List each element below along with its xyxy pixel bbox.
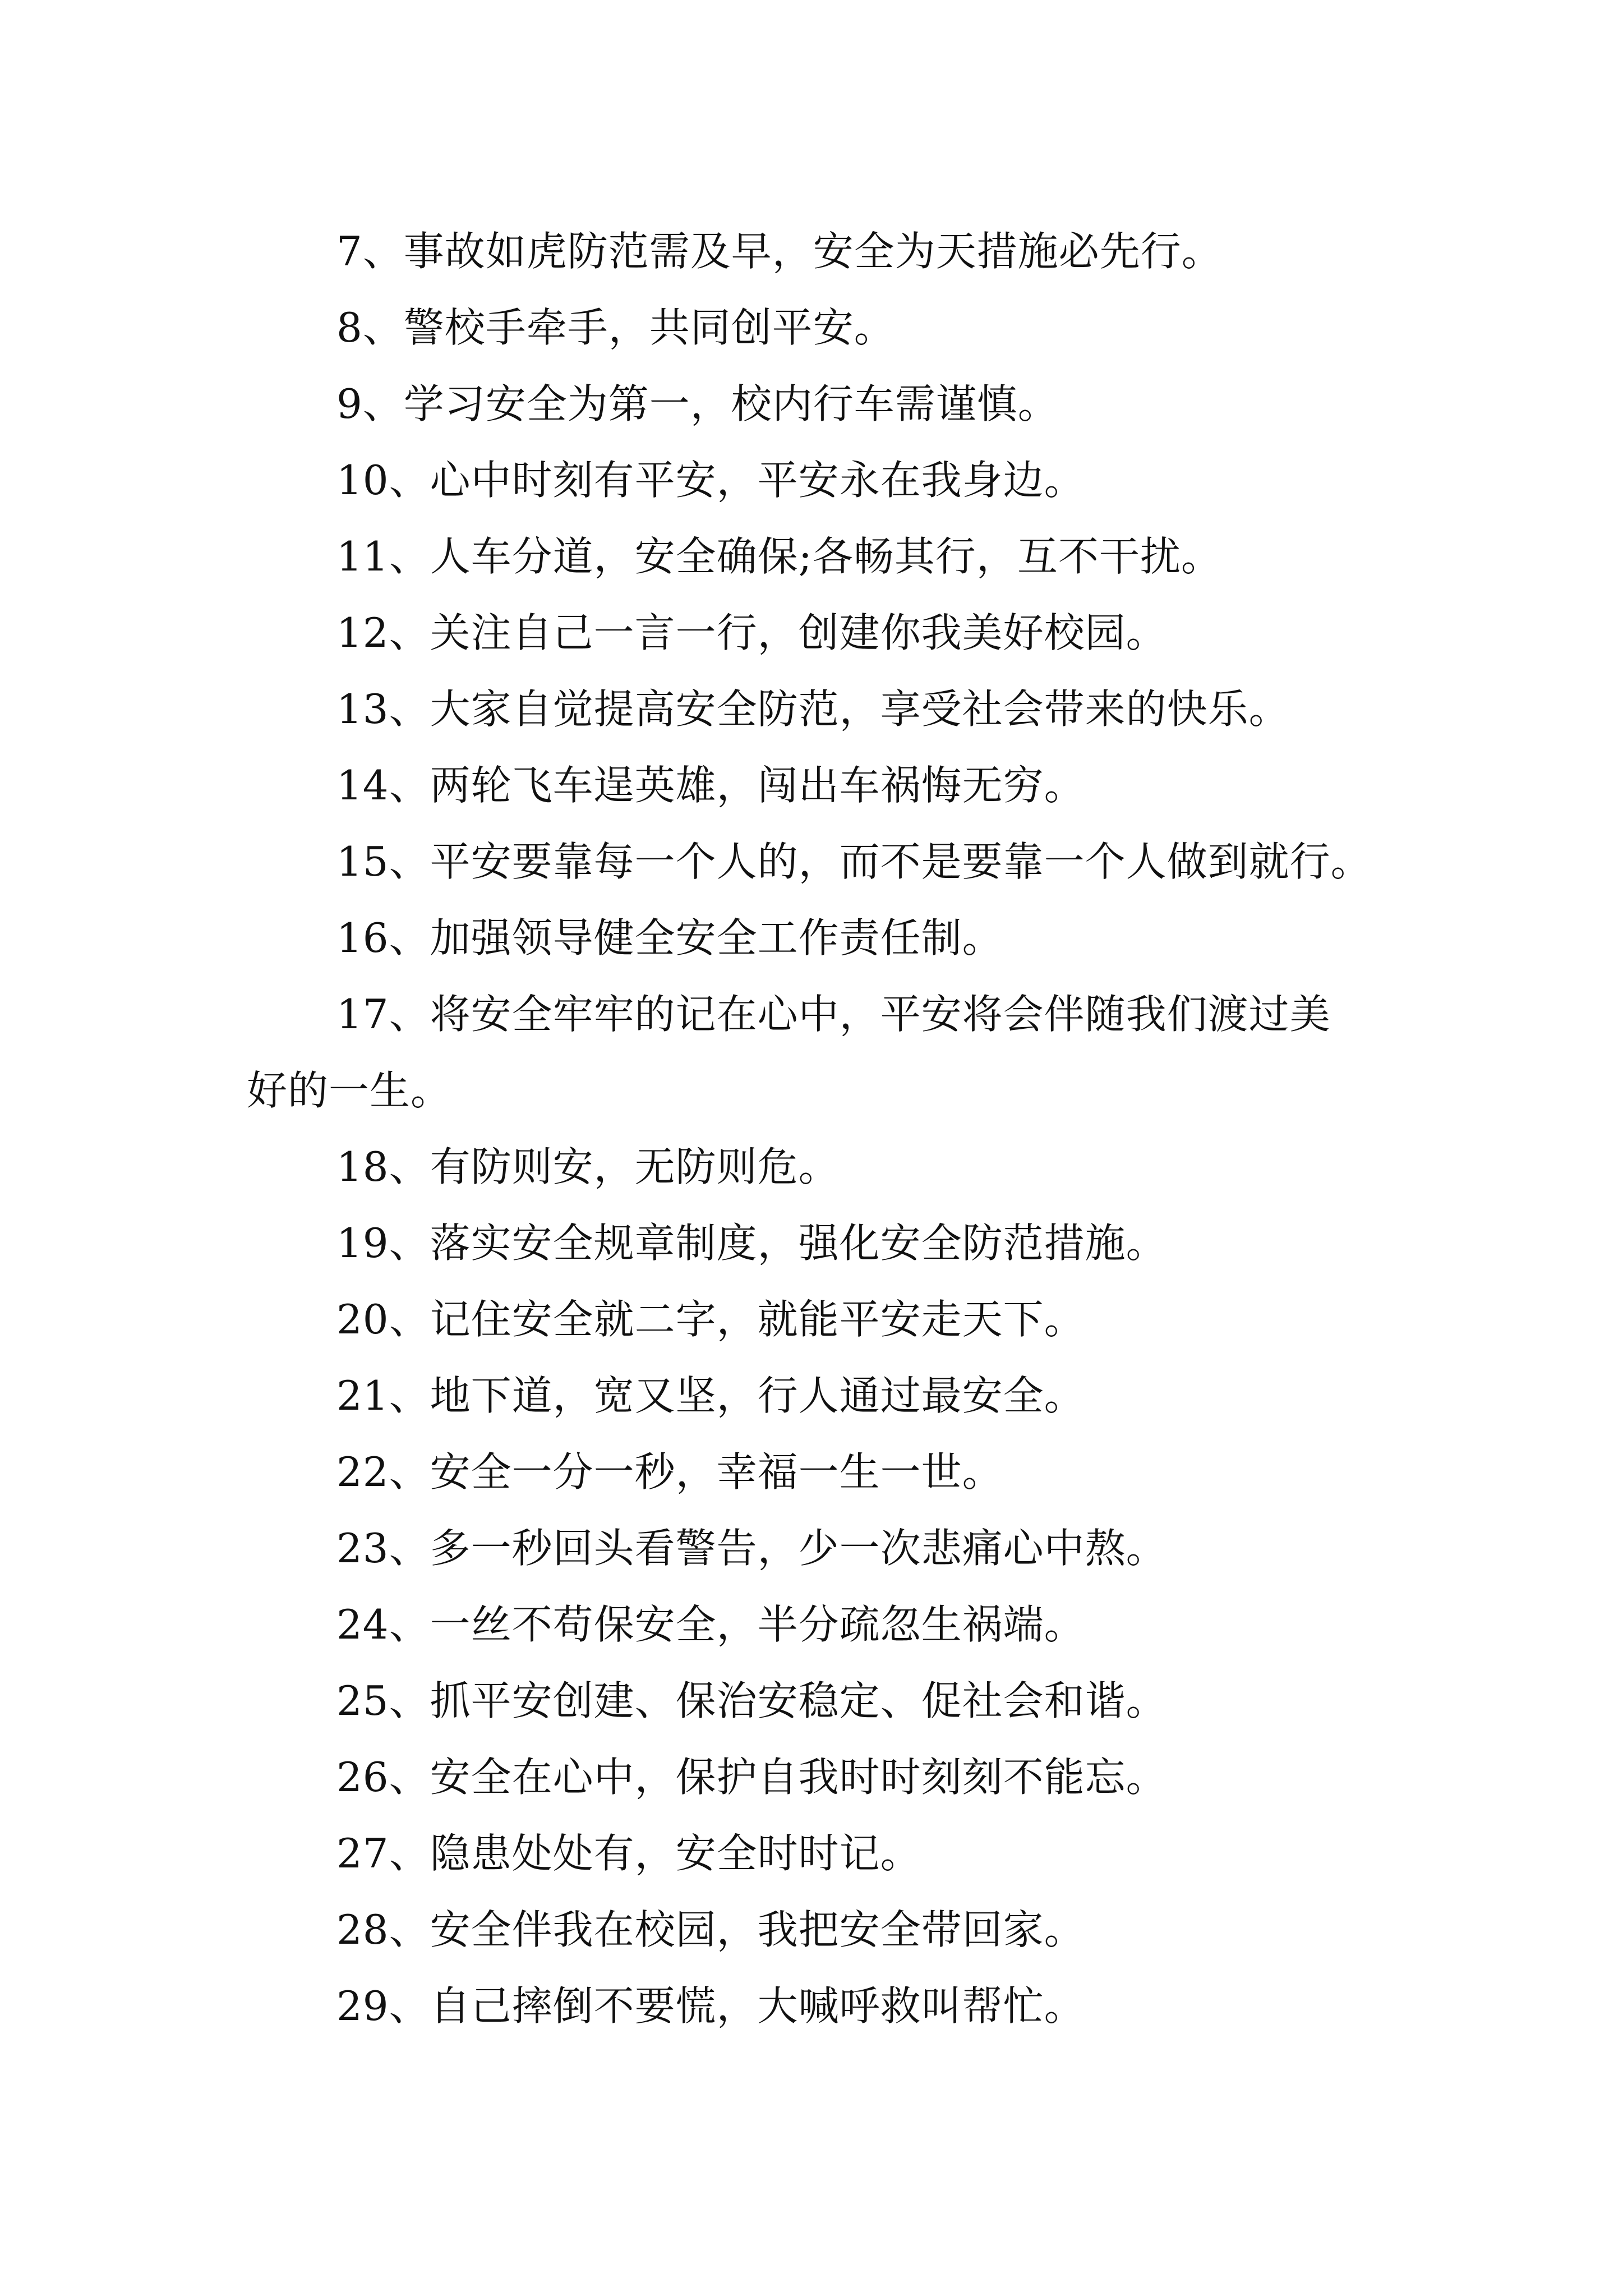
slogan-line: 29、自己摔倒不要慌，大喊呼救叫帮忙。 bbox=[336, 1982, 1085, 2030]
slogan-line: 8、警校手牵手，共同创平安。 bbox=[336, 304, 895, 351]
slogan-line: 14、两轮飞车逞英雄，闯出车祸悔无穷。 bbox=[336, 762, 1085, 809]
slogan-line: 23、多一秒回头看警告，少一次悲痛心中熬。 bbox=[336, 1525, 1167, 1572]
slogan-line: 15、平安要靠每一个人的，而不是要靠一个人做到就行。 bbox=[336, 838, 1372, 885]
slogan-line: 25、抓平安创建、保治安稳定、促社会和谐。 bbox=[336, 1677, 1167, 1724]
slogan-line: 11、人车分道，安全确保;各畅其行，互不干扰。 bbox=[336, 533, 1222, 580]
slogan-line: 21、地下道，宽又坚，行人通过最安全。 bbox=[336, 1372, 1085, 1419]
slogan-line: 10、心中时刻有平安，平安永在我身边。 bbox=[336, 457, 1085, 504]
slogan-line: 26、安全在心中，保护自我时时刻刻不能忘。 bbox=[336, 1754, 1167, 1801]
slogan-line: 12、关注自己一言一行，创建你我美好校园。 bbox=[336, 609, 1167, 656]
slogan-line: 16、加强领导健全安全工作责任制。 bbox=[336, 914, 1003, 961]
slogan-line: 7、事故如虎防范需及早，安全为天措施必先行。 bbox=[336, 228, 1223, 275]
slogan-line: 28、安全伴我在校园，我把安全带回家。 bbox=[336, 1906, 1085, 1953]
slogan-line-continuation: 好的一生。 bbox=[247, 1067, 452, 1114]
slogan-line: 27、隐患处处有，安全时时记。 bbox=[336, 1830, 921, 1877]
slogan-line: 9、学习安全为第一，校内行车需谨慎。 bbox=[336, 380, 1059, 427]
slogan-line: 24、一丝不苟保安全，半分疏忽生祸端。 bbox=[336, 1601, 1085, 1648]
slogan-line: 22、安全一分一秒，幸福一生一世。 bbox=[336, 1448, 1003, 1496]
slogan-line: 18、有防则安，无防则危。 bbox=[336, 1143, 840, 1190]
slogan-line: 20、记住安全就二字，就能平安走天下。 bbox=[336, 1296, 1085, 1343]
slogan-line: 13、大家自觉提高安全防范，享受社会带来的快乐。 bbox=[336, 685, 1290, 733]
slogan-line: 17、将安全牢牢的记在心中，平安将会伴随我们渡过美 bbox=[336, 991, 1331, 1038]
slogan-line: 19、落实安全规章制度，强化安全防范措施。 bbox=[336, 1220, 1167, 1267]
slogan-list bbox=[247, 213, 1380, 2044]
